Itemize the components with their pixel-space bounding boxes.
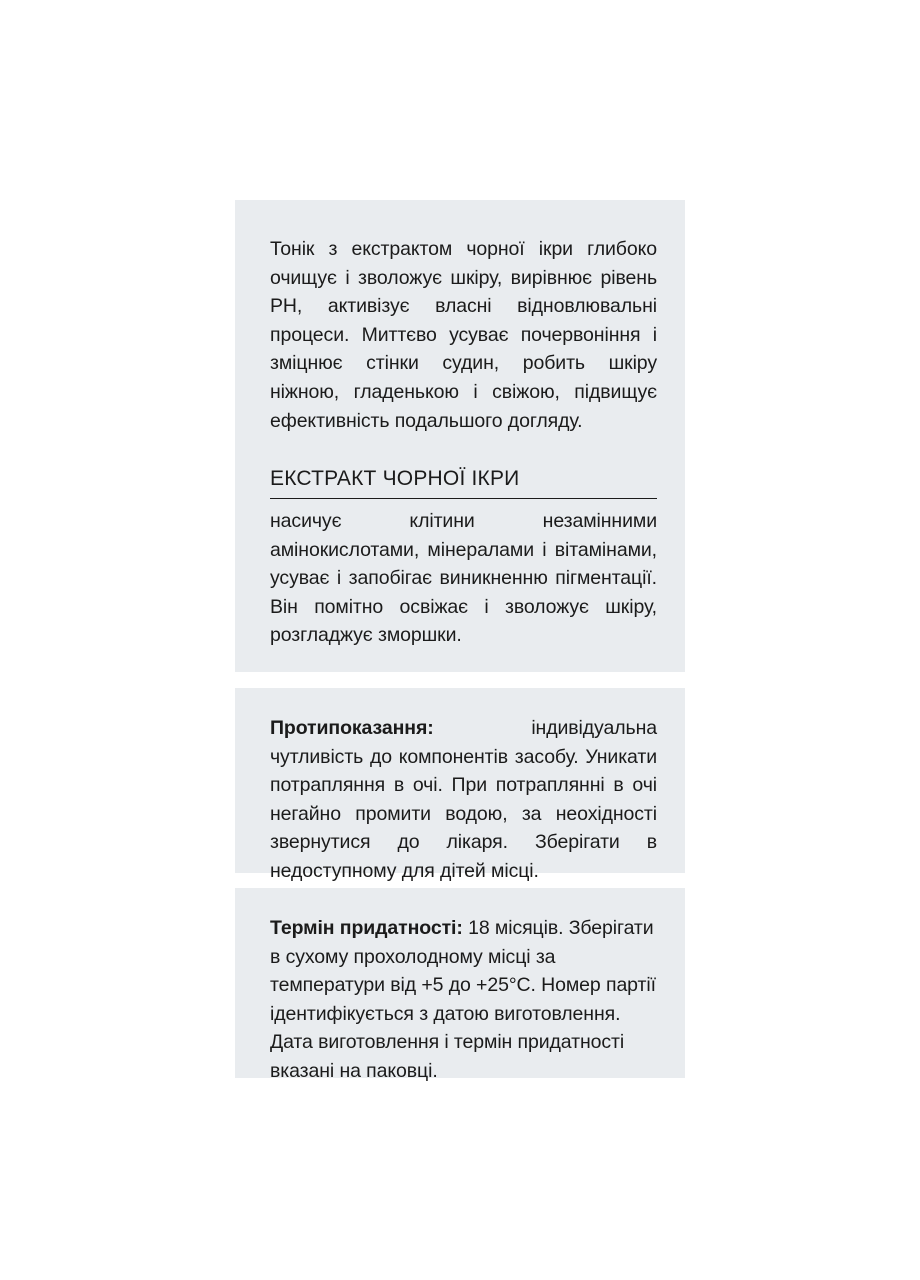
extract-heading: ЕКСТРАКТ ЧОРНОЇ ІКРИ (270, 467, 520, 490)
contraindications-label: Протипоказання: (270, 717, 434, 739)
intro-paragraph-block (270, 235, 657, 435)
contraindications-text: індивідуальна чутливість до компонентів засобу. Уникати потрапляння в очі. При потраплянні в очі негайно промити водою, за неохідності звернутися до лікаря. Зберігати в недоступному для дітей місці. (270, 717, 657, 882)
extract-paragraph-block (270, 507, 657, 650)
shelf-life-text: 18 місяців. Зберігати в сухому прохолодному місці за температури від +5 до +25°C. Номер партії ідентифікується з датою виготовлення. Дата виготовлення і термін придатності вказані на паковці. (270, 917, 656, 1082)
intro-paragraph: Тонік з екстрактом чорної ікри глибоко очищує і зволожує шкіру, вирівнює рівень PH, активізує власні відновлювальні процеси. Миттєво усуває почервоніння і зміцнює стінки судин, робить шкіру ніжною, гладенькою і свіжою, підвищує ефективність подальшого догляду. (270, 238, 657, 432)
shelf-life-paragraph (270, 914, 657, 1086)
contraindications-block (270, 714, 657, 886)
contraindications-paragraph (270, 714, 657, 886)
shelf-life-label: Термін придатності: (270, 917, 463, 939)
heading-divider (270, 498, 657, 499)
shelf-life-block (270, 914, 657, 1086)
product-description-panel (235, 200, 685, 672)
shelf-life-panel (235, 888, 685, 1082)
extract-heading-block (270, 466, 657, 499)
extract-paragraph: насичує клітини незамінними амінокислотами, мінералами і вітамінами, усуває і запобігає виникненню пігментації. Він помітно освіжає і зволожує шкіру, розгладжує зморшки. (270, 510, 657, 647)
contraindications-panel (235, 688, 685, 882)
